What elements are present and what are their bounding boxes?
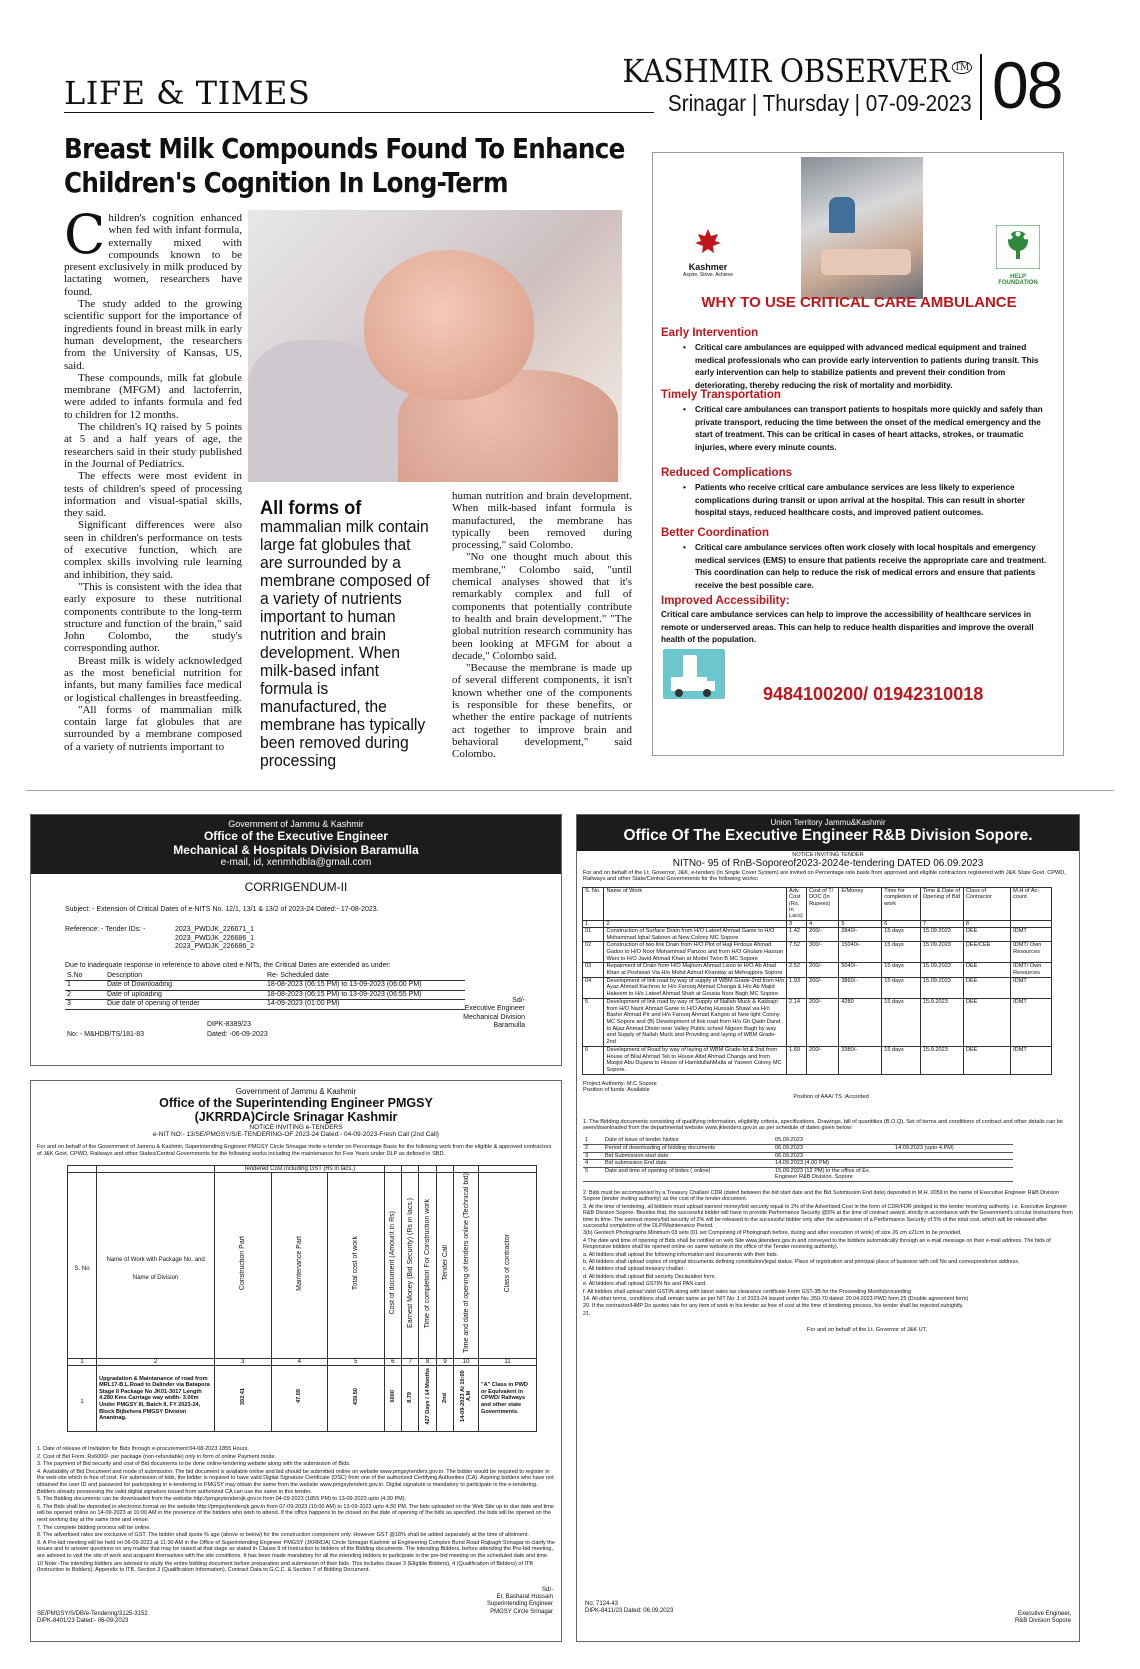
- article-paragraph: These compounds, milk fat globule membrane (MFGM) and lactoferrin, were added to infants formula and fed to children for 12 months.: [64, 371, 242, 421]
- notice-clause: 4. Availability of Bid Document and mode of submission: The bid document is available online and bid should be submitted online on website www.pmgsytenders.gov.in. The bidder would be required to register in the web-site which is free of cost. For submission of bids, the bidder is required to have valid Digital Signature Certificate (DSC) from one of the authorized Certifying Authorities (CA). Aspiring bidders who have not obtained the user ID and password for participating in e-tendering in PMGSY may obtain the same from the website www.pmgsytenders.gov.in. Digital signature is mandatory to participate in the e-tendering. Bidders already possessing the valid digital signature issued from authorized CA can use the same in this tender.: [37, 1468, 554, 1495]
- table-row: [68, 1366, 537, 1432]
- page-number: 08: [992, 48, 1062, 122]
- table-cell: Due date of opening of tender: [105, 1000, 265, 1009]
- dateline: Srinagar | Thursday | 07-09-2023: [668, 90, 972, 116]
- ad-section-heading: Early Intervention: [661, 327, 759, 339]
- table-cell: 15 days: [882, 927, 921, 941]
- table-group-row: [68, 1166, 537, 1173]
- ad-section-heading: Timely Transportation: [661, 389, 781, 401]
- table-cell: 9: [436, 1359, 453, 1366]
- table-cell: 2: [97, 1359, 215, 1366]
- table-cell: 3380/-: [839, 1046, 882, 1074]
- table-cell: 3: [65, 1000, 105, 1009]
- rb-works-table: [582, 887, 1052, 1075]
- notice-clause: 20. If the contractor/HMP Do quotes rate for any item of work in his tender as free of cost at the time of tendering process, his tender shall be rejected outrightly.: [583, 1303, 964, 1310]
- table-cell: 18-08-2023 (06:15 PM) to 13-09-2023 (06:00 PM): [265, 981, 465, 990]
- table-group-header: Tendered Cost including GST (Rs in lacs.): [215, 1166, 384, 1173]
- table-cell: 1: [68, 1359, 97, 1366]
- notice-clause: f. All bidders shall upload Valid GSTIN along with latest sales tax clearance certificate Form GST-3B for the Proceeding Month/proceeding: [583, 1288, 911, 1295]
- notice-clause: 8. The advertised rates are exclusive of GST. The bidder shall quote % age (above or below) for the construction component only. However GST @18% shall be added separately at the time of allotment.: [37, 1532, 529, 1539]
- table-cell: Development of link road by way of Supply of Nallah Muck & Kakbajri from H/O Nazir Ahmad Ganie to H/O Ashiq Hussain Shawl via H/o Bashir Ahmad Pir and H/o Farooq Ahmad Kangoo at New light Colony MC Sopore and (B) Development of link road from H/o Gh Qadir Dand to Aijaz Ahmad Dhobi near Valley Public school Nigeen Bagh by way and Supply of Nallah Muck and Providing and laying of WBM Grade-2nd: [604, 998, 787, 1046]
- table-cell: DEE: [963, 963, 1010, 977]
- table-cell: DEE/CEE: [963, 942, 1010, 963]
- ambulance-photo: [801, 157, 923, 299]
- table-row: [583, 1160, 1013, 1168]
- table-row: [583, 1167, 1013, 1181]
- table-cell: 11: [479, 1359, 537, 1366]
- table-header-cell: [215, 1173, 271, 1359]
- table-cell: 200/-: [807, 998, 839, 1046]
- article-paragraph: hildren's cognition enhanced when fed with infant formula, externally mixed with compounds known to be present exclusively in milk produced by lactating women, researchers have found.: [64, 212, 242, 298]
- table-number-row: [68, 1359, 537, 1366]
- table-header-cell: E/Money: [839, 887, 882, 920]
- notice-clause: 21.: [583, 1310, 591, 1317]
- table-cell: 4: [271, 1359, 327, 1366]
- help-foundation-logo: HELP FOUNDATION: [993, 225, 1043, 286]
- article-paragraph: The study added to the growing scientific support for the importance of ingredients found in breast milk in early human development, the researchers from the University of Kansas, US, said.: [64, 298, 242, 372]
- table-cell: [271, 1366, 327, 1432]
- notice-clause: 6. The Bids shall be deposited in electronic format on the website http://pmgsytendersjk.gov.in from 07-09-2023 (10:00 AM) to 13-09-2023 upto 4:30 PM. The bids uploaded on the Web Site up to due date and time will be opened online on 14-09-2023 at 10:00 AM in the presence of the bidders who wish to attend. If the office happens to be closed on the date of opening of the bids as specified, the bids will be opened on the next working day at the same time and venue.: [37, 1503, 554, 1524]
- table-cell: 4280: [839, 998, 882, 1046]
- table-cell: 1.42: [787, 927, 807, 941]
- ad-section: [661, 389, 1057, 454]
- table-header-cell: Name of Work: [604, 887, 787, 920]
- help-foundation-icon: [996, 225, 1040, 269]
- corrigendum-title: CORRIGENDUM-II: [244, 880, 348, 894]
- notice-clause: 14. All other terms, conditions shall remain same as per NIT No: 1 of 2023-24 issued under No: 350-70 dated: 20.04.2023 PWD form 25 (Double agreement form): [583, 1296, 969, 1303]
- table-cell: [893, 1160, 1013, 1168]
- table-cell: Bid Submission start date: [603, 1152, 773, 1160]
- table-cell: [479, 1166, 537, 1173]
- table-cell: Period of downloading of bidding documents: [603, 1145, 773, 1153]
- table-cell: 15.09.2023: [920, 977, 963, 998]
- table-cell-text: "A" Class in PWD or Equivalent in CPWD/ Railways and other state Governments.: [481, 1382, 528, 1415]
- article-paragraph: The children's IQ raised by 5 points at 5 and a half years of age, the researchers said in their study published in the Journal of Pediatrics.: [64, 421, 242, 470]
- maple-leaf-icon: [693, 227, 723, 257]
- notice-clause: c. All bidders shall upload treasury challan.: [583, 1266, 685, 1273]
- table-cell: 15.09.2023: [920, 942, 963, 963]
- table-cell: 2: [604, 920, 787, 927]
- table-cell: 15 days: [882, 977, 921, 998]
- table-cell: 7: [920, 920, 963, 927]
- table-cell: 300/-: [807, 942, 839, 963]
- table-cell: 15.09.2023 (12 PM) in the office of Ex. Engineer R&B Division. Sopore: [773, 1167, 893, 1181]
- notice-clause: 5. The Bidding documents can be downloaded from the website http://pmgsytendersjk.gov.in from 04-09-2023 (1855 PM) to 13-09-2023 upto (4:30 PM).: [37, 1496, 407, 1503]
- ad-section: [661, 327, 1057, 392]
- table-row: [583, 1137, 1013, 1144]
- notice-clause: 7. The complete bidding process will be online.: [37, 1524, 151, 1531]
- table-cell: [419, 1166, 436, 1173]
- table-header-cell: [384, 1173, 401, 1359]
- table-cell: 5040/-: [839, 963, 882, 977]
- table-cell-text: 47.09: [296, 1389, 303, 1404]
- table-cell: 10: [454, 1359, 479, 1366]
- table-cell: 02: [583, 942, 604, 963]
- ad-section-heading: Better Coordination: [661, 527, 769, 539]
- table-cell: IDMT: [1011, 1046, 1052, 1074]
- table-cell: IDMT/ Own Resources: [1011, 963, 1052, 977]
- table-cell: IDMT: [1011, 998, 1052, 1046]
- table-cell: 14.09.2023 (upto 4.PM): [893, 1145, 1013, 1153]
- table-cell: 15.09.2023: [920, 927, 963, 941]
- table-cell: [401, 1366, 418, 1432]
- notice-clause: 2. Bids must be accompanied by a Treasury Challan/ CDR (dated between the bid start date and the Bid Submission End date) deposited in M.H. 0059 in the name of Executive Engineer R&B Division Sopore (tender inviting authority) as the cost of the tender document.: [583, 1189, 1060, 1203]
- table-cell: 1: [583, 920, 604, 927]
- notice-clause: 9. A Pre-bid meeting will be held on 06-09-2023 at 11:30 AM in the Office of Superintending Engineer PMGSY (JKRRDA) Circle Srinagar Kashmir at Engineering Complex Bund Road Rajbagh Srinagar to clarify the issues and to answer questions on any matter that may be raised at that stage as stated in Clause 9 of Instruction to bidders of the Bidding documents. The intending Bidders, before attending the Pre-bid meeting, are advised to visit the site of work and acquaint themselves with the site conditions. It has been made mandatory for all the intending bidders to participate in the pre-bid meeting on the scheduled date and time.: [37, 1539, 555, 1560]
- page-divider: [980, 54, 982, 120]
- table-row: [65, 981, 465, 990]
- table-row: [583, 927, 1052, 941]
- ad-section-text: • Patients who receive critical care ambulance services are less likely to experience complications during transit or upon arrival at the hospital. This can result in shorter hospital stays, reduced healthcare costs, and improved patient outcomes.: [661, 482, 1057, 520]
- article-paragraph: "No one thought much about this membrane," Colombo said, "until chemical analyses showed that it's remarkably complex and full of components that potentially contribute to health and brain development." "The global nutrition research community has been looking at MFGM for about a decade," Colombo said.: [452, 551, 632, 662]
- table-cell: 01: [583, 927, 604, 941]
- table-cell: [454, 1166, 479, 1173]
- tender-pmgsy-srinagar: Government of Jammu & Kashmir Office of the Superintending Engineer PMGSY (JKRRDA)Circle Srinagar Kashmir NOTICE INVITING e-TENDERS e-NIT NO:- 13/SE/PMGSY/S/E-TENDERING-OF 2023-24 Dated:- 04-09-2023-Fresh Call (2nd Call) For and on behalf of the Government of Jammu & Kashmir, Superintending Engineer PMGSY Circle Srinagar invite e-tender on Percentage Basis for the following work from the eligible & approved contractors of J&K Govt. CPWD, Railways and other States/Central Governments for the following works including the maintenance for Five Years under DLP as defined in SBD. Tendered Cost including GST (Rs in lacs.) S. No Name of Work with Package No. and Name of Division Construction Part Maintenance Part Total cost of work Cost of document (Amount in Rs) Earnest Money (Bid Security) (Rs in lacs.) Time of completion For Construction work Tender Call Time and date of opening of tenders online (Technical bid) Class of contractor 1 2 3 4 5 6 7 8 9 10 11 1 Upgradation & Maintanance of road from MRL17-B.L.Road to Dalinder via Batapora Stage II Package No JK01-3017 Length 4.280 Kms Carriage way width- 3.00m Under PMGSY III, Batch II, FY 2023-24, Block Bijbehera PMGSY Division Anantnag. 392.41 47.09 439.50 6000 8.79 427 Days / 14 Months 2nd 14-09-2023 At 10:00 A.M "A" Class in PWD or Equivalent in CPWD/ Railways and other state Governments. 1. Date of release of Invitation for Bids through e-procurement:04-08-2023 1855 Hours. 2. Cost of Bid Form: Rs6000/- per package (non-refundable) only in form of online Payment mode. 3. The payment of Bid security and cost of Bid documents to be done online-tendering website along with the submission of Bids. 4. Availability of Bid Document and mode of submission: The bid document is available online and bid should be submitted online on website www.pmgsytenders.gov.in. The bidder would be required to register in the web-site which is free of cost. For submission of bids, the bidder is required to have valid Digital Signature Certificate (DSC) from one of the authorized Certifying Authorities (CA). Aspiring bidders who have not obtained the user ID and password for participating in e-tendering in PMGSY may obtain the same from the website www.pmgsytenders.gov.in. Digital signature is mandatory to participate in the e-tendering. Bidders already possessing the valid digital signature issued from authorized CA can use the same in this tender. 5. The Bidding documents can be downloaded from the website http://pmgsytendersjk.gov.in from 04-09-2023 (1855 PM) to 13-09-2023 upto (4:30 PM). 6. The Bids shall be deposited in electronic format on the website http://pmgsytendersjk.gov.in from 07-09-2023 (10:00 AM) to 13-09-2023 upto 4:30 PM. The bids uploaded on the Web Site up to due date and time will be opened online on 14-09-2023 at 10:00 AM in the presence of the bidders who wish to attend. If the office happens to be closed on the date of opening of the bids as specified, the bids will be opened on the next working day at the same time and venue. 7. The complete bidding process will be online. 8. The advertised rates are exclusive of GST. The bidder shall quote % age (above or below) for the construction component only. However GST @18% shall be added separately at the time of allotment. 9. A Pre-bid meeting will be held on 06-09-2023 at 11:30 AM in the Office of Superintending Engineer PMGSY (JKRRDA) Circle Srinagar Kashmir at Engineering Complex Bund Road Rajbagh Srinagar to clarify the issues and to answer questions on any matter that may be raised at that stage as stated in Clause 9 of Instruction to bidders of the Bidding documents. The intending Bidders, before attending the Pre-bid meeting, are advised to visit the site of work and acquaint themselves with the site conditions. It has been made mandatory for all the intending bidders to participate in the pre-bid meeting on the scheduled date and time. 10 Note:-The intending bidders are advised to study the entire bidding document before preparation and submission of their bids. This includes clause 3 (Eligible Bidders), 4 (Qualification of Bidders) of ITB (Instruction to Bidders), Appendix to ITB, Section 3 (Qualification Information), Contract Data to G.C.C. & Section 7 of Bidding Document. Sd/- Er. Basharat Hussain Superintending Engineer PMGSY Circle Srinagar SE/PMGSY/S/DB/e-Tendering/3125-3152 DIPK-8401/23 Dated:- 06-09-2023: [30, 1080, 562, 1642]
- article-paragraph: Breast milk is widely acknowledged as the most beneficial nutrition for infants, but many families face medical or logistical challenges in breastfeeding.: [64, 654, 242, 704]
- table-cell: Development of link road by way of supply of WBM Grade-2nd from H/o Ayaz Ahmad Kachroo to H/o Farooq Ahmad Changa & H/o Ab Majid Hakeem to H/o Lateef Ahmad Shah at Gousia Noor Bagh MC Sopore: [604, 977, 787, 998]
- table-header-cell: [271, 1173, 327, 1359]
- table-cell: 4: [807, 920, 839, 927]
- table-cell: 7: [401, 1359, 418, 1366]
- section-title: LIFE & TIMES: [64, 74, 311, 112]
- kashmer-logo: Kashmer Aspire. Strive. Achieve: [679, 227, 737, 278]
- table-header-cell: [436, 1173, 453, 1359]
- table-header-cell: Time for completion of work: [882, 887, 921, 920]
- table-cell: [893, 1137, 1013, 1144]
- table-cell: [401, 1166, 418, 1173]
- table-header-cell: [419, 1173, 436, 1359]
- table-header-cell: Adv. Cost (Rs. In Lacs): [787, 887, 807, 920]
- notice-clause: d. All bidders shall upload Bid security Declaration form.: [583, 1273, 717, 1280]
- table-row: [583, 998, 1052, 1046]
- table-header-cell: Cost of T/ DOC (In Rupees): [807, 887, 839, 920]
- table-header-label: Tender Call: [441, 1245, 449, 1281]
- table-cell: Bid submission End date: [603, 1160, 773, 1168]
- table-cell: [1011, 920, 1052, 927]
- table-cell: 2: [583, 1145, 603, 1153]
- table-cell: 6: [384, 1359, 401, 1366]
- table-header-cell: [97, 1173, 215, 1359]
- table-cell: 1.93: [787, 977, 807, 998]
- article-paragraph: "This is consistent with the idea that early exposure to these nutritional components contribute to the long-term structure and function of the brain," said John Colombo, the study's corresponding author.: [64, 580, 242, 655]
- ad-text-accessibility: Critical care ambulance services can help to improve the accessibility of healthcare services in remote or underserved areas. This can help to reduce health disparities and improve the overall health of the population.: [661, 610, 1034, 644]
- table-cell-text: 2nd: [442, 1392, 449, 1403]
- table-cell: Repairment of Drain from H/O Majloon Ahmad Lisoo to H/O Ab Ahad Khan at Poshwari Via H/o Mohd Ashraf Khanday at Mehrajpora Sopore: [604, 963, 787, 977]
- table-cell: 15040/-: [839, 942, 882, 963]
- table-cell-text: 14-09-2023 At 10:00 A.M: [460, 1370, 473, 1422]
- tender-mhd-baramulla: Government of Jammu & Kashmir Office of the Executive Engineer Mechanical & Hospitals Division Baramulla e-mail, id, xenmhdbla@gmail.com CORRIGENDUM-II Subject: - Extension of Critical Dates of e-NITS No. 12/1, 13/1 & 13/2 of 2023-24 Dated:- 17-08-2023. Reference: - Tender IDs: - 2023_PWDJK_226671_1 2023_PWDJK_226686_1 2023_PWDJK_226686_2 Due to inadequate response in reference to above cited e-NITs, the Critical Dates are extended as under: S.No Description Re- Scheduled date 1 Date of Downloading 18-08-2023 (06:15 PM) to 13-09-2023 (06:00 PM) 2 Date of uploading 18-08-2023 (06:15 PM) to 13-09-2023 (06:55 PM) 3 Due date of opening of tender 14-09-2023 (01:00 PM) Sd/- Executive Engineer Mechanical Division Baramulla DIPK-8389/23 No: - M&HDB/TS/181-83 Dated: -06-09-2023: [30, 814, 562, 1066]
- table-header-cell: Description: [105, 972, 265, 981]
- table-cell: 04: [583, 977, 604, 998]
- table-header-row: [583, 887, 1052, 920]
- section-divider: [26, 790, 1114, 791]
- table-cell: [436, 1366, 453, 1432]
- table-cell: 8: [963, 920, 1010, 927]
- table-header-label: Time and date of opening of tenders online (Technical bid): [462, 1173, 470, 1354]
- table-cell: 03: [583, 963, 604, 977]
- table-cell: [479, 1366, 537, 1432]
- rb-dates-table: [583, 1137, 1013, 1182]
- table-header-cell: Re- Scheduled date: [265, 972, 465, 981]
- article-headline: Breast Milk Compounds Found To Enhance Children's Cognition In Long-Term: [64, 132, 625, 199]
- article-paragraph: "All forms of mammalian milk contain large fat globules that are surrounded by a membrane composed of a variety of nutrients important to: [64, 703, 242, 753]
- article-paragraph: human nutrition and brain development. When milk-based infant formula is manufactured, the membrane has typically been removed during processing," said Colombo.: [452, 490, 632, 552]
- article-column-1: [64, 212, 242, 772]
- table-row: [65, 990, 465, 999]
- table-cell: Date of issue of tender Notice: [603, 1137, 773, 1144]
- ad-section-text: • Critical care ambulances can transport patients to hospitals more quickly and safely than private transport, reducing the time between the onset of the medical emergency and the start of treatment. This can be critical in cases of heart attacks, strokes, or traumatic injuries, where every minute counts.: [661, 404, 1057, 454]
- table-cell: 5: [328, 1359, 385, 1366]
- masthead: [592, 52, 972, 117]
- table-row: [583, 942, 1052, 963]
- table-header-label: Name of Work with Package No. and Name of Division: [106, 1256, 205, 1281]
- table-header-label: Class of contractor: [504, 1233, 511, 1293]
- tender-rb-sopore: Union Territory Jammu&Kashmir Office Of The Executive Engineer R&B Division Sopore. NOTICE INVITING TENDER NITNo- 95 of RnB-Soporeof2023-2024e-tendering DATED 06.09.2023 For and on behalf of the Lt. Governor, J&K, e-tenders (In Single Cover System) are invited on Percentage rate basis from approved and eligible contractors registered with J&K State Govt. CPWD, Railways and other State/Central Governments for the following works: S. No. Name of Work Adv. Cost (Rs. In Lacs) Cost of T/ DOC (In Rupees) E/Money Time for completion of work Time & Date of Opening of Bid Class of Contractor M.H of Ac-count 1 2 3 4 5 6 7 8 01 Construction of Surface Drain from H/O Lateef Ahmad Ganie to H/O Mohammad Iqbal Saboon at New Colony MC Sopore 1.42 200/- 2840/- 15 days 15.09.2023 DEE IDMT 02 Construction of two link Drain from H/O Plot of Haji Firdous Ahmad Gadoo to H/O Noor Mohammad Panzoo and from H/O Ghulam Hassan Wani to H/O Javid Ahmad Khan at Model Twon B MC Sopore 7.52 300/- 15040/- 15 days 15.09.2023 DEE/CEE IDMT/ Own Resources 03 Repairment of Drain from H/O Majloon Ahmad Lisoo to H/O Ab Ahad Khan at Poshwari Via H/o Mohd Ashraf Khanday at Mehrajpora Sopore 2.52 200/- 5040/- 15 days 15.09.2023 DEE IDMT/ Own Resources 04 Development of link road by way of supply of WBM Grade-2nd from H/o Ayaz Ahmad Kachroo to H/o Farooq Ahmad Changa & H/o Ab Majid Hakeem to H/o Lateef Ahmad Shah at Gousia Noor Bagh MC Sopore 1.93 200/- 3860/- 15 days 15.09.2023 DEE IDMT 5 Development of link road by way of Supply of Nallah Muck & Kakbajri from H/O Nazir Ahmad Ganie to H/O Ashiq Hussain Shawl via H/o Bashir Ahmad Pir and H/o Farooq Ahmad Kangoo at New light Colony MC Sopore and (B) Development of link road from H/o Gh Qadir Dand to Aijaz Ahmad Dhobi near Valley Public school Nigeen Bagh by way and Supply of Nallah Muck and Providing and laying of WBM Grade-2nd 2.14 200/- 4280 15 days 15.9.2023 DEE IDMT 6 Development of Road by way of laying of WBM Grade-Ist & 2nd from House of Bilal Ahmad Teli to House Altaf Ahmad Changa and from Masjid Abu Dujana to House of HamidullahMalla at Yaseen Colony MC Sopore. 1.69 200/- 3380/- 15 days 15.9.2023 DEE IDMT Project Authority: M.C Sopore Position of funds: Available Position of AAA/ TS :Accorded 1. The Bidding documents consisting of qualifying information, eligibility criteria, specifications, Drawings, bill of quantities (B.O.Q), Set of terms and conditions of contract and other details can be seen/downloaded from the departmental website www.jktenders.gov.in as per schedule of dates given below: 1 Date of issue of tender Notice 05.09.2023 2 Period of downloading of bidding documents 06.09.2023 14.09.2023 (upto 4.PM) 3 Bid Submission start date 06.09.2023 4 Bid submission End date 14.09.2023 (4.00 PM) 5 Date and time of opening of bides ( online) 15.09.2023 (12 PM) in the office of Ex. Engineer R&B Division. Sopore 2. Bids must be accompanied by a Treasury Challan/ CDR (dated between the bid start date and the Bid Submission End date) deposited in M.H. 0059 in the name of Executive Engineer R&B Division Sopore (tender inviting authority) as the cost of the tender document. 3. At the time of tendering, all bidders must upload earnest money/bid security equal to 2% of the Advertised Cost in the form of CDR/FDR pledged to the tender receiving authority. i.e. Executive Engineer R&B Division Sopore. Besides that, the successful bidder will have to provide Performance Security @5% at the time of contract award, strictly in accordance with the Government's circular instructions from time to time. The earnest money/bid security of 2% will be released to the successful bidder only after the submission of a Performance Security of 5% of the total cost, which will be released after successful completion of the DLP/Maintenance Period. 3(b) Geotech Photographs Minimum 03 sets (01 set Comprising of Photograph before, during and after execution of work) of size 26 cm x21cm to be provided. 4 The date and time of opening of Bids shall be notified on web Site www.jktenders.gov.in and conveyed to the bidders automatically through an e-mail message on their e-mail address. The bids of Responsive bidders shall be opened online on same website in the office of the Tender receiving authority). a. All bidders shall upload the following information and documents with their bids. b. All bidders shall upload copies of original documents defining constitution/legal status. Place of registration and principal place of business with cell No and correspondence address. c. All bidders shall upload treasury challan. d. All bidders shall upload Bid security Declaration form. e. All bidders shall upload GSTIN No and PAN card. f. All bidders shall upload Valid GSTIN along with latest sales tax clearance certificate Form GST-3B for the Proceeding Month/proceeding 14. All other terms, conditions shall remain same as per NIT No: 1 of 2023-24 issued under No: 350-70 dated: 20.04.2023 PWD form 25 (Double agreement form) 20. If the contractor/HMP Do quotes rate for any item of work in his tender as free of cost at the time of tendering process, his tender shall be rejected outrightly. 21. For and on behalf of the Lt. Governor of J&K UT, No: 7124-43 DIPK-8411/23 Dated: 06.09.2023 Executive Engineer, R&B Division Sopore: [576, 814, 1080, 1642]
- notice-clause: 10 Note:-The intending bidders are advised to study the entire bidding document before preparation and submission of their bids. This includes clause 3 (Eligible Bidders), 4 (Qualification of Bidders) of ITB (Instruction to Bidders), Appendix to ITB, Section 3 (Qualification Information), Contract Data to G.C.C. & Section 7 of Bidding Document.: [37, 1560, 534, 1574]
- notice-clause: 1. Date of release of Invitation for Bids through e-procurement:04-08-2023 1855 Hours.: [37, 1446, 249, 1453]
- article-column-3: [452, 490, 632, 765]
- table-cell: 15.09.2023: [920, 963, 963, 977]
- ambulance-call-icon: [663, 649, 725, 699]
- ad-title: WHY TO USE CRITICAL CARE AMBULANCE: [701, 294, 1017, 311]
- table-cell: [893, 1167, 1013, 1181]
- table-cell: IDMT: [1011, 927, 1052, 941]
- critical-dates-table: [65, 972, 465, 1010]
- table-cell-text: Upgradation & Maintanance of road from MRL17-B.L.Road to Dalinder via Batapora Stage II Package No JK01-3017 Length 4.280 Kms Carriage way width- 3.00m Under PMGSY III, Batch II, FY 2023-24, Block Bijbehera PMGSY Division Anantnag.: [99, 1375, 210, 1422]
- article-paragraph: "Because the membrane is made up of several different components, it isn't known whether one of the components is responsible for these benefits, or whether the entire package of nutrients act together to improve brain and behavioral development," said Colombo.: [452, 662, 632, 761]
- table-cell: Date of uploading: [105, 990, 265, 999]
- table-row: [583, 963, 1052, 977]
- trademark-mark: TM: [952, 61, 972, 74]
- tender-id: 2023_PWDJK_226686_1: [175, 934, 255, 942]
- table-header-cell: S. No.: [583, 887, 604, 920]
- table-cell: DEE: [963, 998, 1010, 1046]
- table-cell: 1: [65, 981, 105, 990]
- table-cell: 18-08-2023 (06:15 PM) to 13-09-2023 (06:55 PM): [265, 990, 465, 999]
- table-header-cell: [328, 1173, 385, 1359]
- table-cell: 14-09-2023 (01:00 PM): [265, 1000, 465, 1009]
- table-header-row: [65, 972, 465, 981]
- table-cell: [454, 1366, 479, 1432]
- masthead-name: KASHMIR OBSERVER: [622, 52, 950, 90]
- table-cell-text: 8.79: [407, 1391, 414, 1403]
- table-cell: 200/-: [807, 963, 839, 977]
- table-cell: Date of Downloading: [105, 981, 265, 990]
- table-header-label: S. No: [74, 1265, 90, 1272]
- notice-clause: 3(b) Geotech Photographs Minimum 03 sets (01 set Comprising of Photograph before, during and after execution of work) of size 26 cm x21cm to be provided.: [583, 1230, 962, 1237]
- table-header-cell: Time & Date of Opening of Bid: [920, 887, 963, 920]
- table-cell: 200/-: [807, 927, 839, 941]
- table-header-label: Construction Part: [239, 1236, 247, 1291]
- ad-heading-accessibility: Improved Accessibility:: [661, 595, 790, 607]
- table-cell: 6: [583, 1046, 604, 1074]
- article-paragraph: The effects were most evident in tests of children's speed of processing information and visual-spatial skills, they said.: [64, 470, 242, 520]
- table-cell: [384, 1366, 401, 1432]
- table-cell: 3860/-: [839, 977, 882, 998]
- table-header-label: Earnest Money (Bid Security) (Rs in lacs.): [406, 1198, 414, 1329]
- table-cell: 15 days: [882, 998, 921, 1046]
- ad-section-text: • Critical care ambulances are equipped with advanced medical equipment and trained medical professionals who can provide early intervention to patients during transit. This early intervention can help to stabilize patients and prevent their condition from deteriorating, thereby reducing the risk of mortality and morbidity.: [661, 342, 1057, 392]
- table-header-label: Total cost of work: [352, 1236, 360, 1291]
- ad-section: [661, 527, 1057, 592]
- table-header-cell: M.H of Ac-count: [1011, 887, 1052, 920]
- notice-clause: e. All bidders shall upload GSTIN No and PAN card.: [583, 1281, 707, 1288]
- table-header-label: Maintenance Part: [295, 1235, 303, 1291]
- table-header-label: Cost of document (Amount in Rs): [389, 1211, 397, 1315]
- table-cell: 2840/-: [839, 927, 882, 941]
- table-header-label: Time of completion For Construction work: [424, 1198, 432, 1328]
- notice-clause: a. All bidders shall upload the following information and documents with their bids.: [583, 1251, 779, 1258]
- table-row: [65, 1000, 465, 1009]
- tender-id: 2023_PWDJK_226686_2: [175, 943, 255, 951]
- ad-section-text: • Critical care ambulance services often work closely with local hospitals and emergency medical services (EMS) to ensure that patients receive the appropriate care and treatment. This coordination can help to reduce the risk of medical errors and ensure that patients receive the best possible care.: [661, 542, 1057, 592]
- table-cell: Date and time of opening of bides ( online): [603, 1167, 773, 1181]
- table-row: [583, 977, 1052, 998]
- table-cell: 200/-: [807, 1046, 839, 1074]
- table-cell: 3: [215, 1359, 271, 1366]
- table-cell: 4: [583, 1160, 603, 1168]
- table-cell: [68, 1166, 97, 1173]
- table-header-row: [68, 1173, 537, 1359]
- table-cell: [328, 1366, 385, 1432]
- table-cell: 15.9.2023: [920, 998, 963, 1046]
- table-cell: 5: [839, 920, 882, 927]
- drop-cap: C: [64, 212, 106, 266]
- table-header-cell: Class of Contractor: [963, 887, 1010, 920]
- table-cell: 5: [583, 1167, 603, 1181]
- table-header-cell: [68, 1173, 97, 1359]
- table-cell: 2.52: [787, 963, 807, 977]
- table-row: [583, 1046, 1052, 1074]
- table-cell: 2: [65, 990, 105, 999]
- table-cell: DEE: [963, 927, 1010, 941]
- header-rule: [64, 112, 654, 113]
- table-cell: [384, 1166, 401, 1173]
- table-cell: [97, 1366, 215, 1432]
- article-paragraph: Significant differences were also seen in children's performance on tests of executive function, which are complex skills involving rule learning and inhibition, they said.: [64, 519, 242, 581]
- table-cell: 200/-: [807, 977, 839, 998]
- table-cell-text: 392.41: [239, 1387, 246, 1405]
- table-cell: 5: [583, 998, 604, 1046]
- ad-section: [661, 467, 1057, 520]
- notice-clause: 3. At the time of tendering, all bidders must upload earnest money/bid security equal to 2% of the Advertised Cost in the form of CDR/FDR pledged to the tender receiving authority. i.e. Executive Engineer R&B Division Sopore. Besides that, the successful bidder will have to provide Performance Security @5% at the time of contract award, strictly in accordance with the Government's circular instructions from time to time. The earnest money/bid security of 2% will be released to the successful bidder only after the submission of a Performance Security of 5% of the total cost, which will be released after successful completion of the DLP/Maintenance Period.: [583, 1203, 1073, 1230]
- table-cell: 6: [882, 920, 921, 927]
- article-photo: [248, 210, 622, 482]
- table-header-cell: [401, 1173, 418, 1359]
- table-cell: 14.09.2023 (4.00 PM): [773, 1160, 893, 1168]
- notice-clause: b. All bidders shall upload copies of original documents defining constitution/legal status. Place of registration and principal place of business with cell No and correspondence address.: [583, 1259, 1020, 1266]
- table-cell: 06.09.2023: [773, 1145, 893, 1153]
- ad-phone-number: 9484100200/ 01942310018: [763, 684, 984, 704]
- notice-clause: 2. Cost of Bid Form: Rs6000/- per package (non-refundable) only in form of online Payment mode.: [37, 1453, 277, 1460]
- pmgsy-works-table: [67, 1165, 537, 1432]
- table-cell-text: 427 Days / 14 Months: [424, 1367, 431, 1425]
- table-number-row: [583, 920, 1052, 927]
- table-cell: 2.14: [787, 998, 807, 1046]
- table-cell: Construction of two link Drain from H/O Plot of Haji Firdous Ahmad Gadoo to H/O Noor Mohammad Panzoo and from H/O Ghulam Hassan Wani to H/O Javid Ahmad Khan at Model Twon B MC Sopore: [604, 942, 787, 963]
- table-row: [583, 1152, 1013, 1160]
- table-cell: [419, 1366, 436, 1432]
- table-cell: 3: [583, 1152, 603, 1160]
- table-cell: 15 days: [882, 963, 921, 977]
- table-cell: 05.09.2023: [773, 1137, 893, 1144]
- table-cell: 1: [583, 1137, 603, 1144]
- notice-clause: 3. The payment of Bid security and cost of Bid documents to be done online-tendering website along with the submission of Bids.: [37, 1461, 351, 1468]
- table-cell: [893, 1152, 1013, 1160]
- table-cell: 1.69: [787, 1046, 807, 1074]
- tender-id: 2023_PWDJK_226671_1: [175, 926, 255, 934]
- table-cell: 3: [787, 920, 807, 927]
- table-cell: 15.9.2023: [920, 1046, 963, 1074]
- table-header-cell: S.No: [65, 972, 105, 981]
- table-row: [583, 1145, 1013, 1153]
- table-cell: DEE: [963, 1046, 1010, 1074]
- table-cell: DEE: [963, 977, 1010, 998]
- ad-section-heading: Reduced Complications: [661, 467, 792, 479]
- table-cell-text: 439.50: [352, 1387, 359, 1405]
- pull-quote: All forms of mammalian milk contain large fat globules that are surrounded by a membrane composed of a variety of nutrients important to human nutrition and brain development. When milk-based infant formula is manufactured, the membrane has typically been removed during processing: [260, 498, 430, 770]
- notice-clause: 4 The date and time of opening of Bids shall be notified on web Site www.jktenders.gov.in and conveyed to the bidders automatically through an e-mail message on their e-mail address. The bids of Responsive bidders shall be opened online on same website in the office of the Tender receiving authority).: [583, 1237, 1051, 1251]
- table-cell: [68, 1366, 97, 1432]
- table-cell: 15 days: [882, 1046, 921, 1074]
- table-cell: Construction of Surface Drain from H/O Lateef Ahmad Ganie to H/O Mohammad Iqbal Saboon at New Colony MC Sopore: [604, 927, 787, 941]
- table-cell: 8: [419, 1359, 436, 1366]
- table-cell: 15 days: [882, 942, 921, 963]
- table-cell: [436, 1166, 453, 1173]
- table-cell: Development of Road by way of laying of WBM Grade-Ist & 2nd from House of Bilal Ahmad Teli to House Altaf Ahmad Changa and from Masjid Abu Dujana to House of HamidullahMalla at Yaseen Colony MC Sopore.: [604, 1046, 787, 1074]
- table-cell-text: 6000: [389, 1390, 396, 1403]
- table-header-cell: [454, 1173, 479, 1359]
- table-cell: [97, 1166, 215, 1173]
- table-cell: IDMT: [1011, 977, 1052, 998]
- table-cell: 7.52: [787, 942, 807, 963]
- table-cell: 06.09.2023: [773, 1152, 893, 1160]
- table-header-cell: [479, 1173, 537, 1359]
- table-cell-text: 1: [80, 1398, 84, 1405]
- table-cell: IDMT/ Own Resources: [1011, 942, 1052, 963]
- ambulance-ad: [652, 152, 1064, 756]
- table-cell: [215, 1366, 271, 1432]
